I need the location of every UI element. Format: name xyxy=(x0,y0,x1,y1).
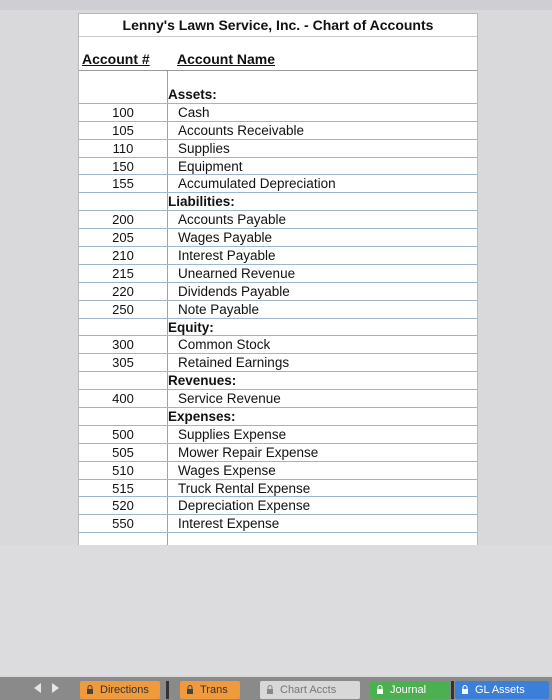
table-row xyxy=(79,229,477,247)
account-number-cell xyxy=(79,193,168,210)
account-name-cell: Accounts Receivable xyxy=(178,122,305,138)
account-number-cell: 205 xyxy=(79,229,168,246)
table-row xyxy=(79,444,477,462)
account-number-cell: 505 xyxy=(79,444,168,461)
account-number-cell: 300 xyxy=(79,336,168,353)
section-heading: Expenses: xyxy=(168,409,236,425)
tab-label: Trans xyxy=(200,684,228,696)
account-name-cell: Retained Earnings xyxy=(178,355,290,371)
photo-top-edge xyxy=(0,0,552,10)
table-row xyxy=(79,104,477,122)
account-name-cell: Interest Expense xyxy=(178,516,280,532)
account-name-cell: Unearned Revenue xyxy=(178,265,296,281)
account-number-cell: 150 xyxy=(79,158,168,175)
account-number-cell: 520 xyxy=(79,497,168,514)
account-number-cell: 500 xyxy=(79,426,168,443)
account-name-cell: Common Stock xyxy=(178,337,271,353)
table-row xyxy=(79,354,477,372)
account-name-cell: Dividends Payable xyxy=(178,283,290,299)
account-name-cell: Accumulated Depreciation xyxy=(178,176,336,192)
table-row xyxy=(79,336,477,354)
table-row xyxy=(79,247,477,265)
account-number-cell: 400 xyxy=(79,390,168,407)
header-account-number: Account # xyxy=(82,51,150,67)
header-account-name: Account Name xyxy=(177,51,276,67)
lock-icon xyxy=(461,685,469,694)
table-row xyxy=(79,283,477,301)
account-number-cell xyxy=(79,372,168,389)
section-row xyxy=(79,319,477,337)
tab-journal[interactable] xyxy=(370,681,450,699)
account-number-cell: 215 xyxy=(79,265,168,282)
table-row xyxy=(79,462,477,480)
account-name-cell: Equipment xyxy=(178,158,243,174)
accounts-table xyxy=(79,86,477,551)
account-number-cell xyxy=(79,319,168,336)
chart-of-accounts-sheet xyxy=(78,13,478,547)
tab-label: Chart Accts xyxy=(280,684,337,696)
tab-label: GL Assets xyxy=(475,684,525,696)
account-number-cell: 200 xyxy=(79,211,168,228)
account-number-cell: 155 xyxy=(79,175,168,192)
account-number-cell: 105 xyxy=(79,122,168,139)
tab-separator xyxy=(166,681,169,699)
account-number-cell xyxy=(79,408,168,425)
account-name-cell: Service Revenue xyxy=(178,391,281,407)
table-row xyxy=(79,122,477,140)
section-row xyxy=(79,372,477,390)
tab-chart-accts[interactable] xyxy=(260,681,360,699)
account-number-cell: 250 xyxy=(79,301,168,318)
account-name-cell: Supplies xyxy=(178,140,230,156)
account-name-cell: Accounts Payable xyxy=(178,212,287,228)
table-row xyxy=(79,140,477,158)
account-number-cell xyxy=(79,86,168,103)
table-row xyxy=(79,390,477,408)
account-name-cell: Wages Expense xyxy=(178,462,276,478)
tab-label: Directions xyxy=(100,684,149,696)
tab-separator xyxy=(451,681,454,699)
table-row xyxy=(79,211,477,229)
lock-icon xyxy=(186,685,194,694)
account-name-cell: Note Payable xyxy=(178,301,260,317)
tab-directions[interactable] xyxy=(80,681,160,699)
sheet-title: Lenny's Lawn Service, Inc. - Chart of Accounts xyxy=(79,14,477,37)
section-heading: Liabilities: xyxy=(168,194,235,210)
section-heading: Revenues: xyxy=(168,373,237,389)
table-row xyxy=(79,265,477,283)
section-row xyxy=(79,86,477,104)
header-divider xyxy=(79,70,477,71)
account-name-cell: Interest Payable xyxy=(178,248,276,264)
section-row xyxy=(79,408,477,426)
account-number-cell: 515 xyxy=(79,480,168,497)
tab-label: Journal xyxy=(390,684,427,696)
table-row xyxy=(79,497,477,515)
tab-trans[interactable] xyxy=(180,681,240,699)
lock-icon xyxy=(376,685,384,694)
account-name-cell: Truck Rental Expense xyxy=(178,480,311,496)
table-row xyxy=(79,480,477,498)
lock-icon xyxy=(266,685,274,694)
account-number-cell: 110 xyxy=(79,140,168,157)
account-number-cell: 550 xyxy=(79,515,168,532)
account-name-cell: Supplies Expense xyxy=(178,426,287,442)
account-number-cell: 100 xyxy=(79,104,168,121)
account-name-cell: Mower Repair Expense xyxy=(178,444,319,460)
background-area xyxy=(0,545,552,675)
account-number-cell: 220 xyxy=(79,283,168,300)
lock-icon xyxy=(86,685,94,694)
account-number-cell: 210 xyxy=(79,247,168,264)
account-name-cell: Depreciation Expense xyxy=(178,498,311,514)
nav-right-icon[interactable] xyxy=(52,683,59,693)
account-number-cell: 510 xyxy=(79,462,168,479)
nav-left-icon[interactable] xyxy=(34,683,41,693)
table-row xyxy=(79,301,477,319)
table-row xyxy=(79,515,477,533)
section-row xyxy=(79,193,477,211)
account-name-cell: Cash xyxy=(178,104,210,120)
tab-gl-assets[interactable] xyxy=(455,681,549,699)
section-heading: Equity: xyxy=(168,319,214,335)
section-heading: Assets: xyxy=(168,87,217,102)
table-row xyxy=(79,158,477,176)
account-name-cell: Wages Payable xyxy=(178,230,273,246)
table-row xyxy=(79,175,477,193)
table-row xyxy=(79,426,477,444)
account-number-cell: 305 xyxy=(79,354,168,371)
